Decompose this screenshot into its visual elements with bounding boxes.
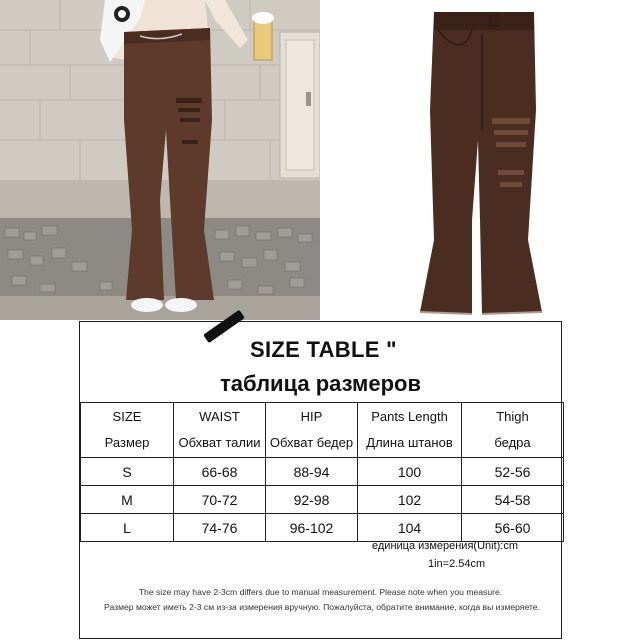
- unit-conversion: 1in=2.54cm: [428, 558, 486, 570]
- measurement-note-en: The size may have 2-3cm differs due to manual measurement. Please note when you measure.: [138, 587, 503, 597]
- table-row: [81, 458, 564, 486]
- length-cell: 104: [358, 514, 462, 542]
- size-table-title-ru: таблица размеров: [220, 371, 421, 396]
- header-cell-length: Pants Length Длина штанов: [358, 403, 462, 458]
- size-cell: S: [81, 458, 174, 486]
- size-table-card: [79, 321, 562, 639]
- header-cell-waist: WAIST Обхват талии: [174, 403, 266, 458]
- model-photo: [0, 0, 320, 320]
- size-table-header-row: [81, 403, 564, 458]
- header-cell-hip: HIP Обхват бедер: [266, 403, 358, 458]
- hip-cell: 96-102: [266, 514, 358, 542]
- waist-cell: 66-68: [174, 458, 266, 486]
- size-table-header: [80, 322, 561, 402]
- table-row: [81, 514, 564, 542]
- thigh-cell: 54-58: [462, 486, 564, 514]
- table-row: [81, 486, 564, 514]
- header-cell-thigh: Thigh бедра: [462, 403, 564, 458]
- measurement-note-ru: Размер может иметь 2-3 см из-за измерения вручную. Пожалуйста, обратите внимание, когда вы измеряете.: [104, 602, 540, 612]
- header-cell-size: SIZE Размер: [81, 403, 174, 458]
- waist-cell: 70-72: [174, 486, 266, 514]
- thigh-cell: 52-56: [462, 458, 564, 486]
- size-table: [80, 402, 564, 542]
- waist-cell: 74-76: [174, 514, 266, 542]
- unit-label: единица измерения(Unit):cm: [372, 540, 519, 552]
- size-cell: L: [81, 514, 174, 542]
- product-photo: [322, 0, 640, 320]
- size-table-title: SIZE TABLE ": [250, 337, 397, 362]
- hip-cell: 92-98: [266, 486, 358, 514]
- thigh-cell: 56-60: [462, 514, 564, 542]
- hip-cell: 88-94: [266, 458, 358, 486]
- length-cell: 100: [358, 458, 462, 486]
- length-cell: 102: [358, 486, 462, 514]
- size-cell: M: [81, 486, 174, 514]
